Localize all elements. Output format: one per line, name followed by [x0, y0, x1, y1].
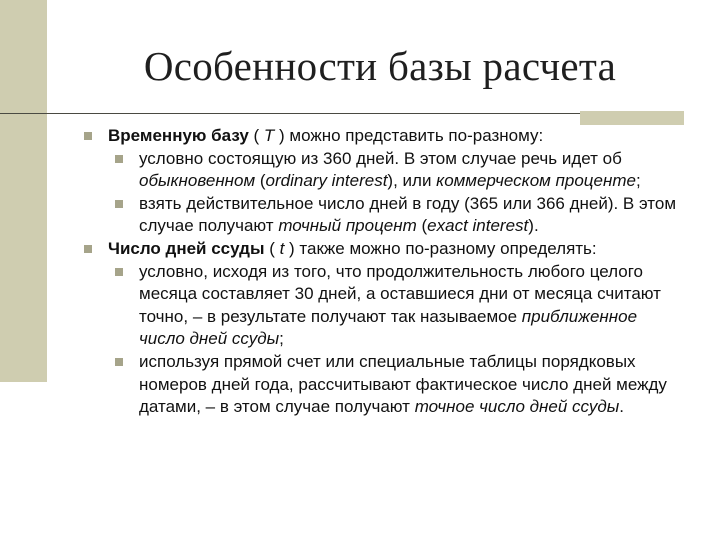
term-italic: точный процент — [278, 216, 417, 236]
slide-title: Особенности базы расчета — [143, 43, 617, 89]
term-italic: коммерческом проценте — [436, 171, 636, 191]
term-italic: ordinary interest — [265, 171, 388, 191]
symbol-t: t — [279, 238, 285, 258]
sub-bullet-text: ; — [279, 329, 284, 349]
bullet-text: ( — [248, 126, 264, 145]
sub-bullet-actual-days — [84, 193, 684, 238]
slide-body — [84, 125, 684, 419]
symbol-T: T — [263, 126, 275, 145]
sub-bullet-text: условно состоящую из 360 дней. В этом случае речь идет об — [139, 148, 622, 168]
bullet-text: ) можно представить по-разному: — [274, 126, 544, 145]
square-bullet-icon — [115, 358, 123, 366]
square-bullet-icon — [84, 132, 92, 140]
sub-bullet-text: ). — [528, 216, 539, 236]
bullet-text: ( — [264, 238, 280, 258]
bullet-heading: Временную базу — [108, 126, 249, 145]
square-bullet-icon — [115, 268, 123, 276]
term-italic: приближенное число дней ссуды — [139, 306, 638, 349]
sub-bullet-360-days — [84, 148, 684, 193]
bullet-loan-days — [84, 238, 684, 261]
term-italic: обыкновенном — [139, 171, 256, 191]
sub-bullet-approximate — [84, 261, 684, 351]
sub-bullet-text: взять действительное число дней в году (365 или 366 дней). В этом случае получают — [139, 193, 677, 236]
sub-bullet-exact — [84, 351, 684, 419]
sub-bullet-text: . — [619, 397, 624, 417]
term-italic: exact interest — [427, 216, 529, 236]
square-bullet-icon — [115, 200, 123, 208]
square-bullet-icon — [115, 155, 123, 163]
term-italic: точное число дней ссуды — [414, 397, 620, 417]
sub-bullet-text: ( — [255, 171, 266, 191]
bullet-text: ) также можно по-разному определять: — [284, 238, 597, 258]
bullet-heading: Число дней ссуды — [108, 238, 265, 258]
sub-bullet-text: ( — [416, 216, 428, 236]
right-decorative-bar — [580, 111, 684, 125]
sub-bullet-text: ), или — [387, 171, 437, 191]
bullet-time-base — [84, 125, 684, 148]
square-bullet-icon — [84, 245, 92, 253]
sub-bullet-text: ; — [635, 171, 641, 191]
sub-bullet-text: используя прямой счет или специальные таблицы порядковых номеров дней года, рассчитывают фактическое число дней между датами, – в этом случае получают — [139, 351, 667, 417]
sub-bullet-text: условно, исходя из того, что продолжительность любого целого месяца составляет 30 дней, а оставшиеся дни от месяца считают точно, – в результате получают так называемое — [139, 261, 661, 326]
